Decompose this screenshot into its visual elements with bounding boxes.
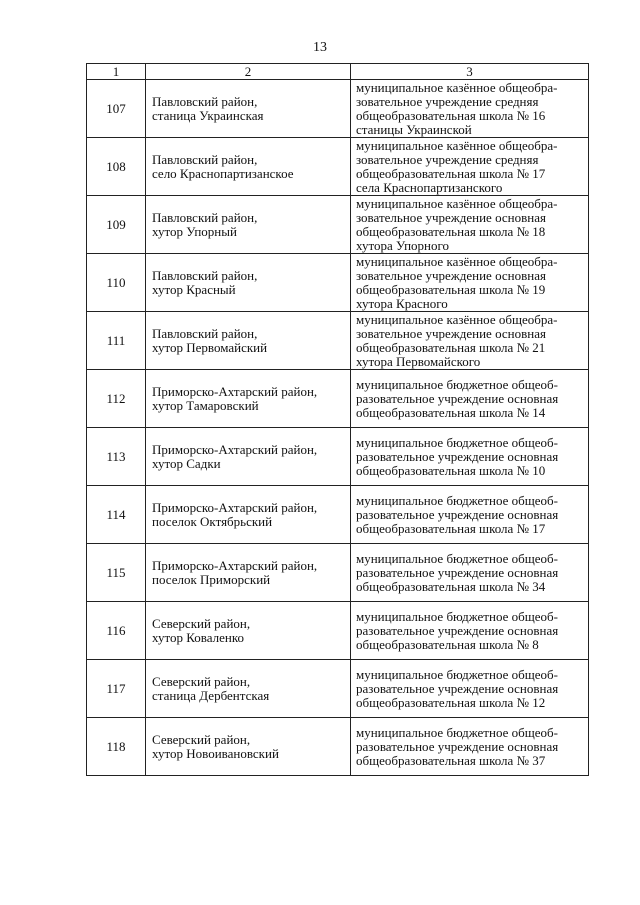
row-number: 109 <box>87 196 146 254</box>
page-number: 13 <box>313 40 327 55</box>
organization-line: муниципальное казённое общеобра- <box>356 79 558 95</box>
row-number: 113 <box>87 428 146 486</box>
district-name: Приморско-Ахтарский район, <box>152 441 318 457</box>
organization-line: общеобразовательная школа № 17 <box>356 520 546 536</box>
table-row <box>87 254 589 312</box>
settlement-name: станица Дербентская <box>152 687 270 703</box>
row-number: 114 <box>87 486 146 544</box>
column-header-organization: 3 <box>351 64 589 80</box>
table-row <box>87 196 589 254</box>
location-cell <box>146 312 351 370</box>
column-header-location: 2 <box>146 64 351 80</box>
organization-line: муниципальное бюджетное общеоб- <box>356 376 558 392</box>
organization-line: села Краснопартизанского <box>356 179 503 195</box>
organization-line: муниципальное бюджетное общеоб- <box>356 492 558 508</box>
district-name: Павловский район, <box>152 209 258 225</box>
row-number: 118 <box>87 718 146 776</box>
district-name: Павловский район, <box>152 93 258 109</box>
organization-line: общеобразовательная школа № 37 <box>356 752 546 768</box>
settlement-name: хутор Новоивановский <box>152 745 279 761</box>
organization-line: хутора Упорного <box>356 237 450 253</box>
settlement-name: хутор Красный <box>152 281 236 297</box>
row-number: 108 <box>87 138 146 196</box>
organization-cell <box>351 486 589 544</box>
column-header-number: 1 <box>87 64 146 80</box>
location-cell <box>146 428 351 486</box>
district-name: Северский район, <box>152 615 251 631</box>
organization-line: муниципальное казённое общеобра- <box>356 253 558 269</box>
organization-line: разовательное учреждение основная <box>356 448 559 464</box>
organization-line: зовательное учреждение средняя <box>356 93 539 109</box>
organization-line: муниципальное бюджетное общеоб- <box>356 550 558 566</box>
organization-line: разовательное учреждение основная <box>356 506 559 522</box>
schools-table <box>86 63 589 776</box>
organization-line: общеобразовательная школа № 10 <box>356 462 546 478</box>
table-row <box>87 138 589 196</box>
settlement-name: хутор Садки <box>152 455 221 471</box>
location-cell <box>146 486 351 544</box>
organization-line: муниципальное казённое общеобра- <box>356 311 558 327</box>
organization-line: муниципальное бюджетное общеоб- <box>356 434 558 450</box>
district-name: Павловский район, <box>152 151 258 167</box>
district-name: Приморско-Ахтарский район, <box>152 383 318 399</box>
organization-cell <box>351 718 589 776</box>
settlement-name: хутор Коваленко <box>152 629 245 645</box>
organization-line: зовательное учреждение основная <box>356 325 546 341</box>
location-cell <box>146 80 351 138</box>
organization-cell <box>351 544 589 602</box>
organization-line: муниципальное бюджетное общеоб- <box>356 666 558 682</box>
district-name: Приморско-Ахтарский район, <box>152 557 318 573</box>
organization-line: разовательное учреждение основная <box>356 622 559 638</box>
settlement-name: станица Украинская <box>152 107 264 123</box>
district-name: Приморско-Ахтарский район, <box>152 499 318 515</box>
location-cell <box>146 660 351 718</box>
organization-line: зовательное учреждение основная <box>356 267 546 283</box>
location-cell <box>146 544 351 602</box>
table-row <box>87 718 589 776</box>
organization-line: разовательное учреждение основная <box>356 680 559 696</box>
organization-cell <box>351 660 589 718</box>
district-name: Северский район, <box>152 731 251 747</box>
organization-line: общеобразовательная школа № 8 <box>356 636 539 652</box>
settlement-name: село Краснопартизанское <box>152 165 294 181</box>
organization-cell <box>351 312 589 370</box>
row-number: 112 <box>87 370 146 428</box>
organization-line: станицы Украинской <box>356 121 472 137</box>
organization-cell <box>351 254 589 312</box>
organization-cell <box>351 370 589 428</box>
organization-line: разовательное учреждение основная <box>356 564 559 580</box>
row-number: 107 <box>87 80 146 138</box>
organization-line: разовательное учреждение основная <box>356 390 559 406</box>
organization-line: общеобразовательная школа № 18 <box>356 223 546 239</box>
organization-cell <box>351 428 589 486</box>
organization-cell <box>351 196 589 254</box>
organization-cell <box>351 138 589 196</box>
district-name: Северский район, <box>152 673 251 689</box>
organization-line: зовательное учреждение основная <box>356 209 546 225</box>
organization-line: муниципальное бюджетное общеоб- <box>356 608 558 624</box>
organization-line: общеобразовательная школа № 14 <box>356 404 546 420</box>
location-cell <box>146 196 351 254</box>
location-cell <box>146 370 351 428</box>
settlement-name: хутор Упорный <box>152 223 237 239</box>
district-name: Павловский район, <box>152 267 258 283</box>
table-row <box>87 312 589 370</box>
table-row <box>87 370 589 428</box>
organization-line: хутора Красного <box>356 295 448 311</box>
row-number: 115 <box>87 544 146 602</box>
settlement-name: поселок Октябрьский <box>152 513 273 529</box>
table-header-row <box>87 64 589 80</box>
location-cell <box>146 138 351 196</box>
location-cell <box>146 254 351 312</box>
organization-line: общеобразовательная школа № 16 <box>356 107 546 123</box>
settlement-name: хутор Первомайский <box>152 339 268 355</box>
organization-line: разовательное учреждение основная <box>356 738 559 754</box>
organization-line: общеобразовательная школа № 19 <box>356 281 546 297</box>
organization-cell <box>351 80 589 138</box>
row-number: 110 <box>87 254 146 312</box>
table-row <box>87 428 589 486</box>
settlement-name: поселок Приморский <box>152 571 271 587</box>
table-row <box>87 486 589 544</box>
settlement-name: хутор Тамаровский <box>152 397 259 413</box>
organization-line: муниципальное бюджетное общеоб- <box>356 724 558 740</box>
location-cell <box>146 718 351 776</box>
table-row <box>87 544 589 602</box>
organization-line: общеобразовательная школа № 21 <box>356 339 546 355</box>
location-cell <box>146 602 351 660</box>
table-row <box>87 80 589 138</box>
organization-line: зовательное учреждение средняя <box>356 151 539 167</box>
row-number: 116 <box>87 602 146 660</box>
table-row <box>87 602 589 660</box>
organization-line: хутора Первомайского <box>356 353 481 369</box>
row-number: 117 <box>87 660 146 718</box>
organization-line: муниципальное казённое общеобра- <box>356 195 558 211</box>
row-number: 111 <box>87 312 146 370</box>
organization-line: общеобразовательная школа № 17 <box>356 165 546 181</box>
table-row <box>87 660 589 718</box>
organization-cell <box>351 602 589 660</box>
organization-line: общеобразовательная школа № 34 <box>356 578 546 594</box>
organization-line: общеобразовательная школа № 12 <box>356 694 546 710</box>
organization-line: муниципальное казённое общеобра- <box>356 137 558 153</box>
district-name: Павловский район, <box>152 325 258 341</box>
